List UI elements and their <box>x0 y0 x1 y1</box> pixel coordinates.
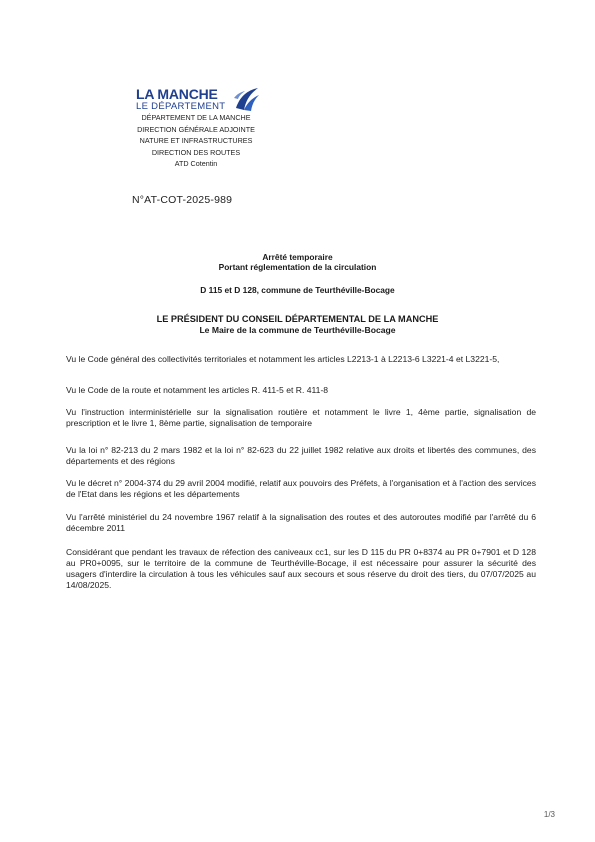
department-address-block <box>121 112 271 170</box>
paragraph-text: Vu le Code de la route et notamment les articles R. 411-5 et R. 411-8 <box>66 385 329 395</box>
paragraph <box>66 385 536 396</box>
logo-subtitle: LE DÉPARTEMENT <box>136 101 226 112</box>
paragraph-text: Vu l'instruction interministérielle sur la signalisation routière et notamment le livre 1, 4ème partie, signalisation de prescription et le livre 1, 8ème partie, signalisation de temporaire <box>66 407 536 428</box>
paragraph <box>66 512 536 534</box>
department-logo <box>136 86 266 112</box>
paragraph-text: Vu la loi n° 82-213 du 2 mars 1982 et la loi n° 82-623 du 22 juillet 1982 relative aux droits et libertés des communes, des départements et des régions <box>66 445 536 466</box>
paragraph <box>66 407 536 429</box>
decree-type: Arrêté temporaire <box>262 252 333 262</box>
decree-reference: N°AT-COT-2025-989 <box>132 194 233 206</box>
paragraph-text: Vu le décret n° 2004-374 du 29 avril 2004 modifié, relatif aux pouvoirs des Préfets, à l'organisation et à l'action des services de l'Etat dans les régions et les départements <box>66 478 536 499</box>
decree-subject: Portant réglementation de la circulation <box>218 262 377 272</box>
dept-line: DÉPARTEMENT DE LA MANCHE <box>141 113 251 122</box>
logo-title: LA MANCHE <box>136 86 218 102</box>
paragraph-text: Considérant que pendant les travaux de réfection des caniveaux cc1, sur les D 115 du PR 0+8374 au PR 0+7901 et D 128 au PR0+0095, sur le territoire de la commune de Teurthéville-Bocage, il est nécessaire pour assurer la sécurité des usagers d'interdire la circulation à tous les véhicules sauf aux secours et sous réserve du droit des tiers, du 07/07/2025 au 14/08/2025. <box>66 547 536 590</box>
page-number: 1/3 <box>543 810 555 819</box>
dept-line: DIRECTION GÉNÉRALE ADJOINTE <box>137 124 255 134</box>
paragraph <box>66 478 536 500</box>
decree-location: D 115 et D 128, commune de Teurthéville-Bocage <box>200 285 395 295</box>
paragraph <box>66 547 536 591</box>
paragraph-text: Vu le Code général des collectivités territoriales et notamment les articles L2213-1 à L2213-6 L3221-4 et L3221-5, <box>66 354 500 364</box>
paragraph <box>66 445 536 467</box>
dept-line: DIRECTION DES ROUTES <box>151 147 241 157</box>
paragraph-text: Vu l'arrêté ministériel du 24 novembre 1967 relatif à la signalisation des routes et des autoroutes modifié par l'arrêté du 6 décembre 2011 <box>66 512 536 533</box>
paragraph <box>66 354 536 365</box>
logo-wave-icon <box>232 86 260 112</box>
dept-line: NATURE ET INFRASTRUCTURES <box>139 136 253 146</box>
authority-subtitle: Le Maire de la commune de Teurthéville-Bocage <box>199 325 396 335</box>
authority-title: LE PRÉSIDENT DU CONSEIL DÉPARTEMENTAL DE LA MANCHE <box>156 314 439 324</box>
dept-line: ATD Cotentin <box>174 159 218 169</box>
